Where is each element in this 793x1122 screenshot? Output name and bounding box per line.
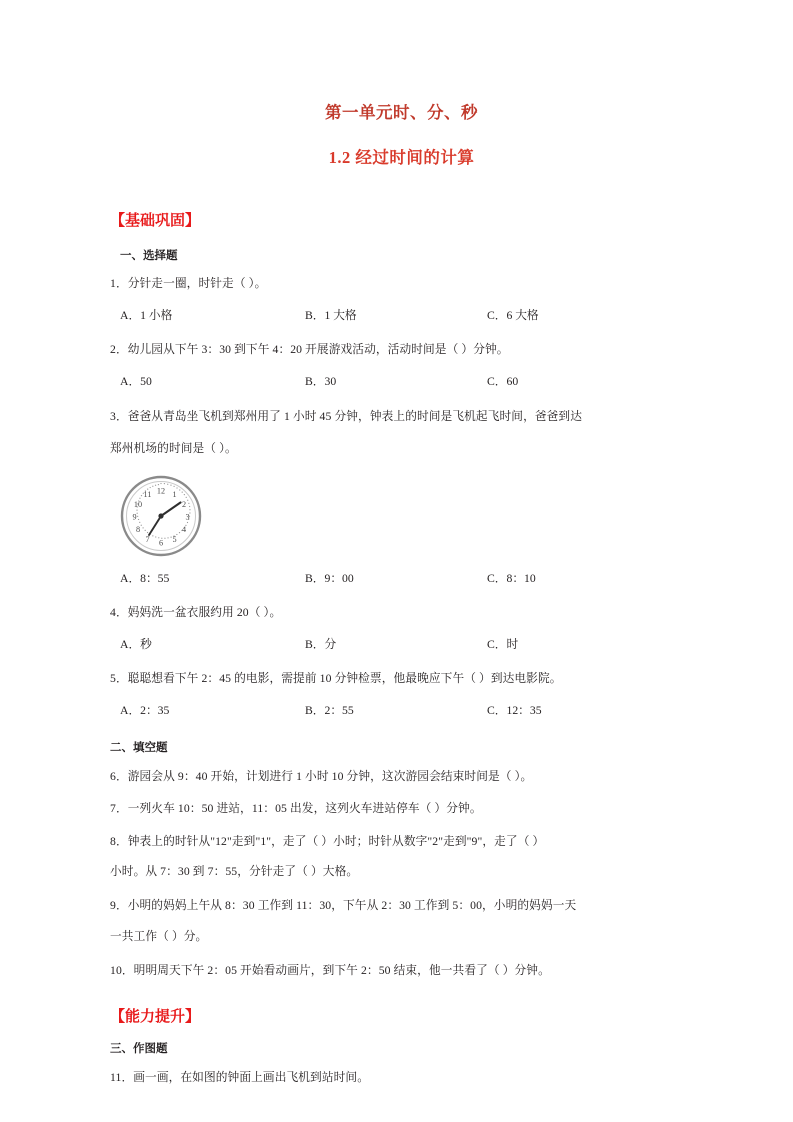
question-7-text: 7．一列火车 10：50 进站，11：05 出发，这列火车进站停车（ ）分钟。	[110, 802, 482, 816]
svg-text:6: 6	[158, 538, 164, 548]
question-11-text: 11．画一画，在如图的钟面上画出飞机到站时间。	[110, 1070, 369, 1084]
svg-text:11: 11	[143, 490, 152, 500]
question-2-options	[110, 362, 693, 395]
question-5-options	[110, 691, 693, 724]
svg-text:12: 12	[156, 486, 166, 496]
question-3-clock-figure	[110, 461, 693, 559]
question-6-text: 6．游园会从 9：40 开始，计划进行 1 小时 10 分钟，这次游园会结束时间是（ ）。	[110, 769, 533, 783]
svg-text:5: 5	[172, 534, 177, 544]
svg-text:8: 8	[135, 525, 141, 535]
svg-text:9: 9	[132, 512, 137, 522]
question-3-text-line2: 郑州机场的时间是（ ）。	[110, 441, 237, 455]
page-title: 第一单元时、分、秒	[325, 103, 478, 122]
question-3-option-b[interactable]: B．9：00	[305, 572, 354, 586]
question-3-options	[110, 559, 693, 592]
question-1-option-a[interactable]: A．1 小格	[120, 309, 173, 323]
question-8-text-line2: 小时。从 7：30 到 7：55，分针走了（ ）大格。	[110, 865, 359, 878]
subsection-heading-fill: 二、填空题	[110, 741, 168, 754]
svg-text:7: 7	[145, 534, 150, 544]
subsection-heading-draw: 三、作图题	[110, 1042, 168, 1055]
section-heading-improve: 【能力提升】	[110, 1007, 201, 1025]
question-4-option-b[interactable]: B．分	[305, 637, 337, 651]
question-1-option-c[interactable]: C．6 大格	[487, 309, 539, 323]
question-1-text: 1．分针走一圈，时针走（ ）。	[110, 277, 267, 291]
section-heading-basic: 【基础巩固】	[110, 211, 201, 229]
page-subtitle: 1.2 经过时间的计算	[328, 147, 475, 167]
question-4-option-c[interactable]: C．时	[487, 637, 519, 651]
question-5-option-c[interactable]: C．12：35	[487, 703, 542, 717]
question-2-option-b[interactable]: B．30	[305, 375, 337, 389]
question-2-option-a[interactable]: A．50	[120, 375, 152, 389]
question-5-text: 5．聪聪想看下午 2：45 的电影，需提前 10 分钟检票，他最晚应下午（ ）到达电影院。	[110, 671, 562, 685]
question-2-option-c[interactable]: C．60	[487, 375, 519, 389]
question-4-option-a[interactable]: A．秒	[120, 637, 152, 651]
question-3-option-c[interactable]: C．8：10	[487, 572, 536, 586]
question-4-options	[110, 625, 693, 658]
page-content	[110, 0, 693, 1089]
svg-text:10: 10	[133, 499, 143, 509]
svg-text:4: 4	[181, 525, 187, 535]
question-1-option-b[interactable]: B．1 大格	[305, 309, 357, 323]
question-2-text: 2．幼儿园从下午 3：30 到下午 4：20 开展游戏活动，活动时间是（ ）分钟。	[110, 343, 509, 357]
question-5-option-a[interactable]: A．2：35	[120, 703, 170, 717]
svg-text:3: 3	[185, 512, 190, 522]
analog-clock-icon	[118, 473, 204, 559]
svg-text:1: 1	[172, 490, 177, 500]
subsection-heading-choice: 一、选择题	[120, 249, 178, 262]
question-9-text-line2: 一共工作（ ）分。	[110, 930, 208, 944]
question-1-options	[110, 296, 693, 329]
question-10-text: 10．明明周天下午 2：05 开始看动画片，到下午 2：50 结束，他一共看了（ ）分钟。	[110, 963, 550, 977]
svg-text:2: 2	[181, 499, 187, 509]
question-4-text: 4．妈妈洗一盆衣服约用 20（ ）。	[110, 606, 282, 620]
question-8-text-line1: 8．钟表上的时针从"12"走到"1"，走了（ ）小时；时针从数字"2"走到"9"，走了（ ）	[110, 835, 545, 849]
question-5-option-b[interactable]: B．2：55	[305, 703, 354, 717]
question-3-text-line1: 3．爸爸从青岛坐飞机到郑州用了 1 小时 45 分钟，钟表上的时间是飞机起飞时间，爸爸到达	[110, 410, 583, 424]
question-3-option-a[interactable]: A．8：55	[120, 572, 170, 586]
question-9-text-line1: 9．小明的妈妈上午从 8：30 工作到 11：30，下午从 2：30 工作到 5：00，小明的妈妈一天	[110, 898, 577, 912]
